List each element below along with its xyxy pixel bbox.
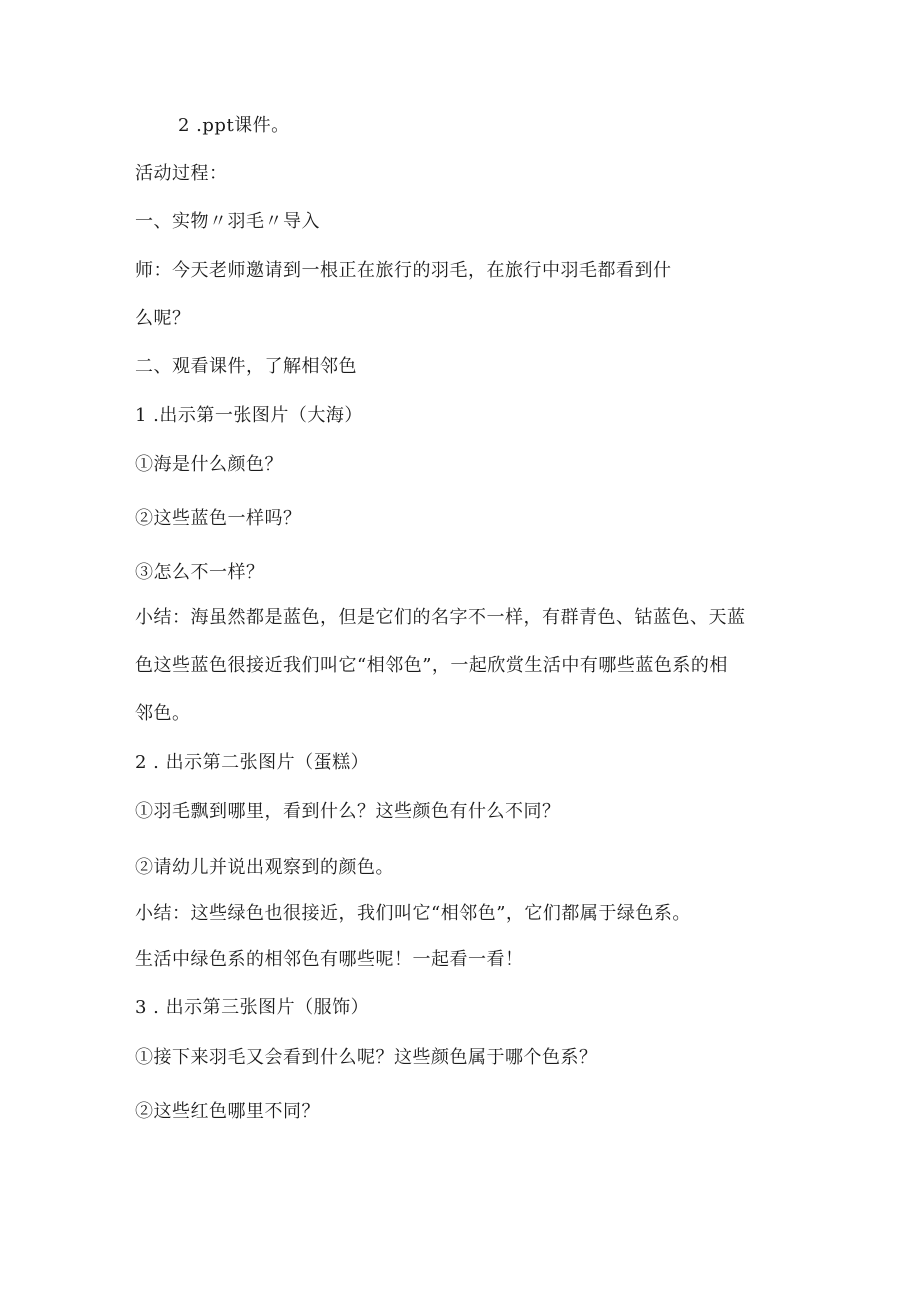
question-1-2: ②这些蓝色一样吗？ [135, 508, 302, 529]
question-3-2: ②这些红色哪里不同？ [135, 1101, 320, 1122]
question-3-1: ①接下来羽毛又会看到什么呢？这些颜色属于哪个色系？ [135, 1047, 598, 1068]
question-1-1: ①海是什么颜色？ [135, 454, 283, 475]
section-heading-process: 活动过程： [135, 163, 228, 184]
material-item-2: 2 .ppt课件。 [178, 115, 290, 136]
step-2-heading: 2 . 出示第二张图片（蛋糕） [135, 752, 370, 773]
section-heading-1: 一、实物〃羽毛〃导入 [135, 211, 320, 232]
section-heading-2: 二、观看课件，了解相邻色 [135, 356, 357, 377]
summary-1-line-3: 邻色。 [135, 703, 191, 724]
summary-2-line-1: 小结：这些绿色也很接近，我们叫它“相邻色”，它们都属于绿色系。 [135, 903, 691, 924]
question-2-1: ①羽毛飘到哪里，看到什么？这些颜色有什么不同？ [135, 801, 561, 822]
summary-1-line-2: 色这些蓝色很接近我们叫它“相邻色”，一起欣赏生活中有哪些蓝色系的相 [135, 655, 728, 676]
paragraph-teacher-line-2: 么呢？ [135, 308, 191, 329]
paragraph-teacher-line-1: 师：今天老师邀请到一根正在旅行的羽毛，在旅行中羽毛都看到什 [135, 260, 672, 281]
question-2-2: ②请幼儿并说出观察到的颜色。 [135, 857, 394, 878]
step-3-heading: 3 . 出示第三张图片（服饰） [135, 997, 370, 1018]
summary-1-line-1: 小结：海虽然都是蓝色，但是它们的名字不一样，有群青色、钴蓝色、天蓝 [135, 607, 746, 628]
step-1-heading: 1 .出示第一张图片（大海） [135, 405, 363, 426]
question-1-3: ③怎么不一样？ [135, 562, 265, 583]
summary-2-line-2: 生活中绿色系的相邻色有哪些呢！一起看一看！ [135, 949, 524, 970]
